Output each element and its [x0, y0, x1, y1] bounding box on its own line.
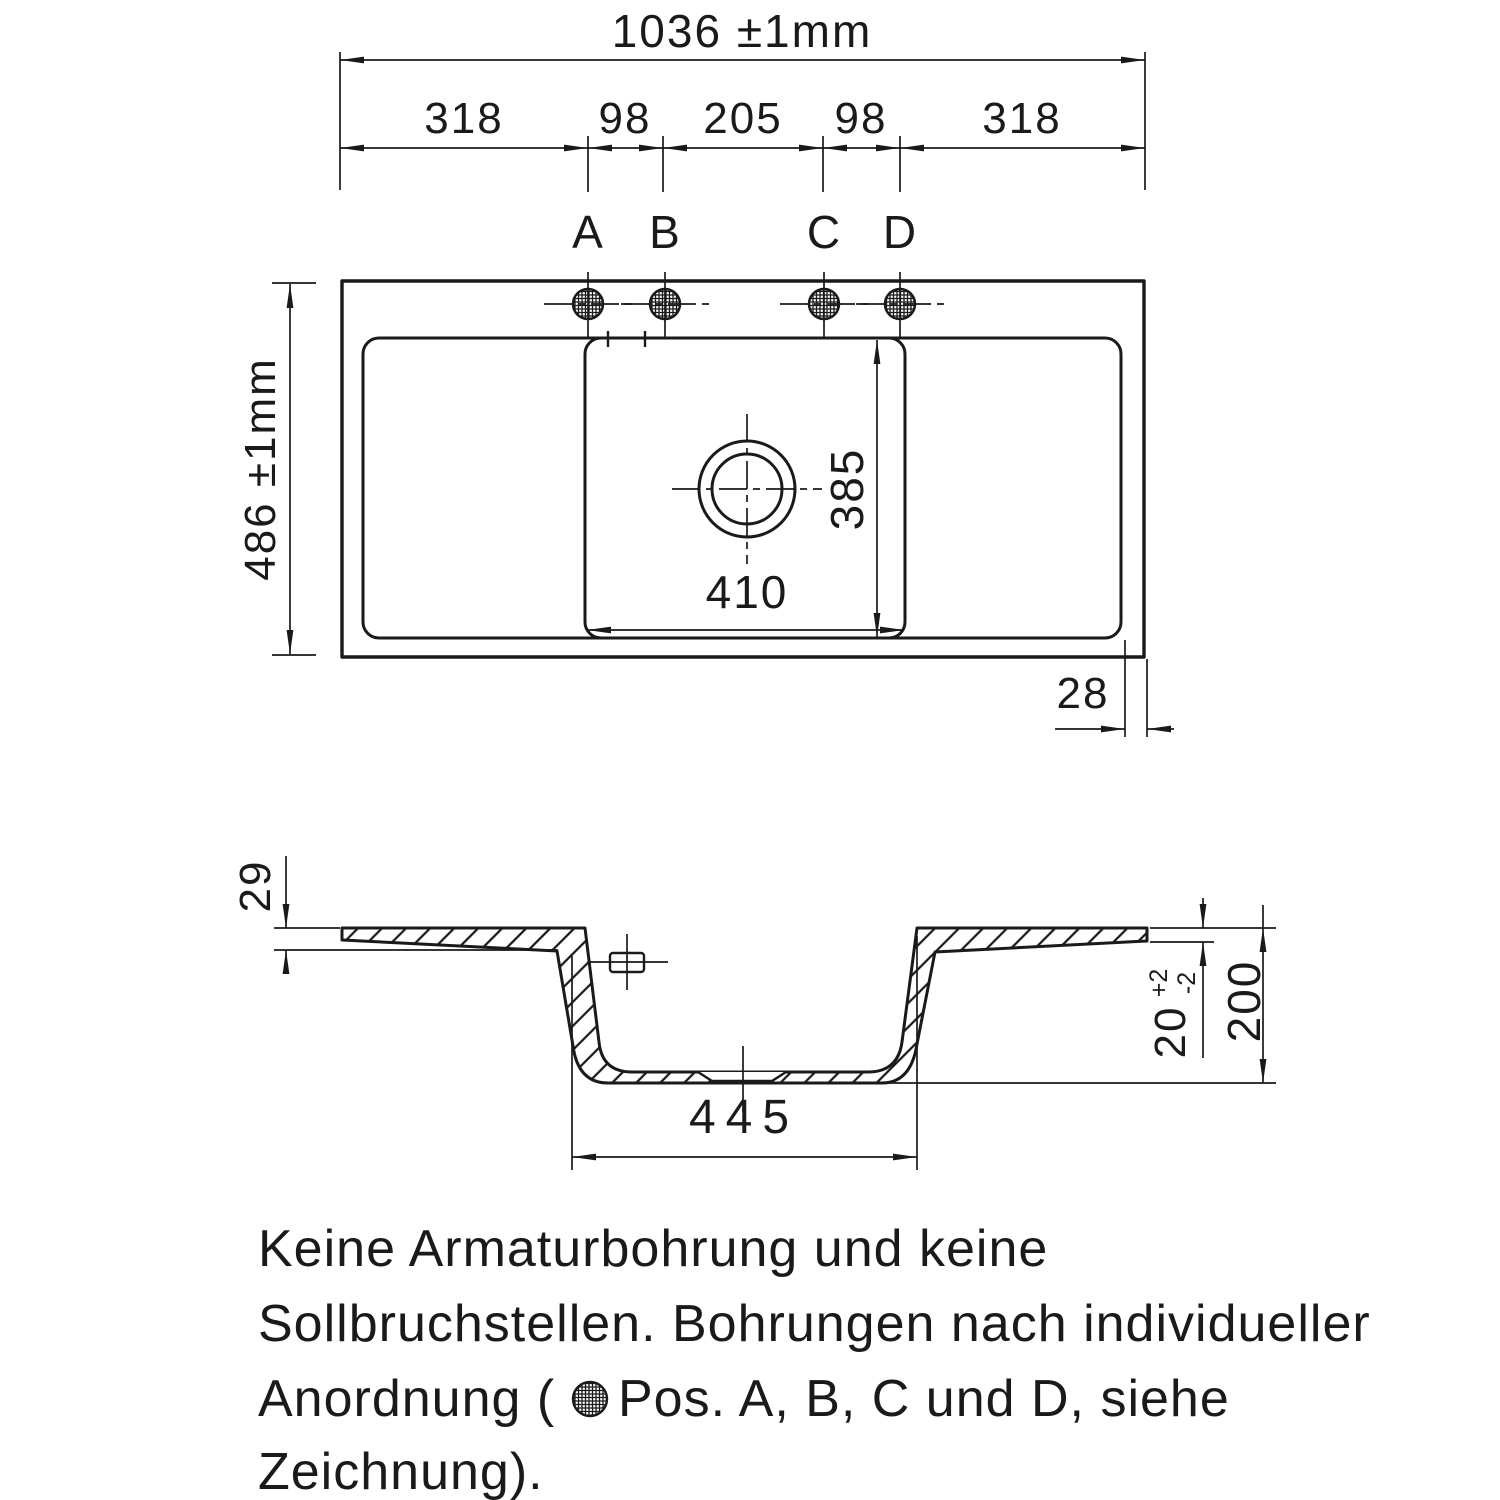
note-block	[258, 1220, 1371, 1500]
section-view	[231, 856, 1276, 1170]
hole-position-labels	[572, 206, 917, 258]
hole-label-c: C	[806, 206, 842, 258]
hole-label-b: B	[649, 206, 681, 258]
top-view	[236, 5, 1174, 737]
edge-depth-tol-plus: +2	[1145, 968, 1173, 998]
note-line-3-before: Anordnung (	[258, 1370, 556, 1428]
dim-hole-spacing	[340, 94, 1145, 192]
fitting-symbol	[590, 934, 668, 990]
dim-basin-width	[587, 566, 904, 630]
dim-basin-length	[821, 340, 877, 637]
rim-height-label: 29	[231, 859, 280, 913]
tap-hole-c	[809, 289, 839, 319]
hole-symbol-icon	[573, 1382, 607, 1416]
drain	[672, 414, 822, 564]
note-line-2: Sollbruchstellen. Bohrungen nach individueller	[258, 1295, 1371, 1353]
tap-hole-a	[573, 289, 603, 319]
note-line-4: Zeichnung).	[258, 1443, 544, 1500]
tap-hole-b	[650, 289, 680, 319]
segment-label-3: 205	[703, 94, 783, 143]
edge-depth-label: 20	[1146, 1005, 1195, 1059]
overall-height-label: 486 ±1mm	[236, 357, 285, 581]
dim-overall-height	[236, 283, 316, 655]
segment-label-2: 98	[598, 94, 652, 143]
total-height-label: 200	[1218, 959, 1270, 1043]
hole-label-d: D	[882, 206, 918, 258]
note-line-3-after: Pos. A, B, C und D, siehe	[618, 1370, 1230, 1428]
overall-width-label: 1036 ±1mm	[611, 5, 873, 57]
basin-length-label: 385	[821, 447, 873, 531]
edge-distance-label: 28	[1056, 669, 1110, 718]
segment-label-4: 98	[834, 94, 888, 143]
bottom-width-label: 445	[688, 1091, 800, 1144]
basin-width-label: 410	[705, 566, 789, 618]
note-line-1: Keine Armaturbohrung und keine	[258, 1220, 1049, 1278]
hole-label-a: A	[572, 206, 604, 258]
section-profile	[342, 928, 1147, 1083]
dim-rim-height	[231, 856, 558, 974]
dim-edge-distance	[1055, 640, 1174, 737]
tap-hole-d	[885, 289, 915, 319]
edge-depth-tol-minus: -2	[1173, 971, 1201, 995]
segment-label-1: 318	[424, 94, 504, 143]
segment-label-5: 318	[982, 94, 1062, 143]
